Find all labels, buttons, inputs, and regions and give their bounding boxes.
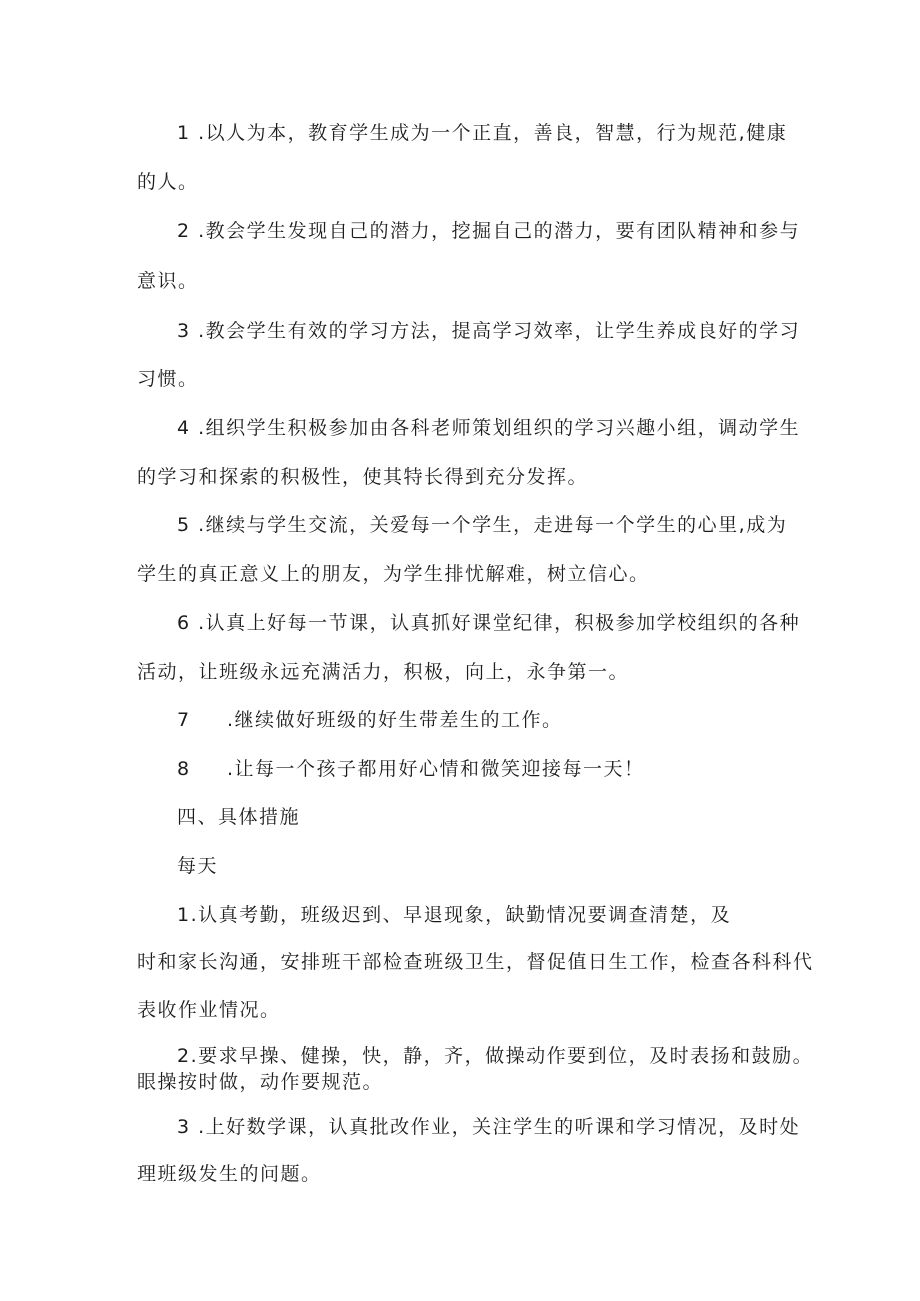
item-6-line-2: 活动，让班级永远充满活力，积极，向上，永争第一。 (137, 661, 630, 683)
measure-2-line-2: 眼操按时做，动作要规范。 (137, 1071, 384, 1093)
measure-2-line-1: 2.要求早操、健操，快，静，齐，做操动作要到位，及时表扬和鼓励。 (177, 1045, 814, 1067)
item-7-text: .继续做好班级的好生带差生的工作。 (227, 709, 563, 731)
subheading: 每天 (177, 855, 219, 877)
item-1-line-2: 的人。 (137, 171, 199, 193)
item-4-line-2: 的学习和探索的积极性，使其特长得到充分发挥。 (137, 466, 589, 488)
item-8 (177, 757, 645, 781)
item-8-number: 8 (177, 758, 191, 780)
item-7 (177, 708, 563, 732)
measure-1-line-1: 1.认真考勤，班级迟到、早退现象，缺勤情况要调查清楚，及 (177, 904, 732, 926)
item-2-line-1: 2 .教会学生发现自己的潜力，挖掘自己的潜力，要有团队精神和参与 (177, 220, 801, 242)
item-7-number: 7 (177, 709, 191, 731)
item-1-line-1: 1 .以人为本，教育学生成为一个正直，善良，智慧，行为规范,健康 (177, 122, 788, 144)
item-3-line-1: 3 .教会学生有效的学习方法，提高学习效率，让学生养成良好的学习 (177, 320, 801, 342)
item-3-line-2: 习惯。 (137, 368, 199, 390)
measure-3-line-1: 3 .上好数学课，认真批改作业，关注学生的听课和学习情况，及时处 (177, 1116, 801, 1138)
measure-1-line-2: 时和家长沟通，安排班干部检查班级卫生，督促值日生工作，检查各科科代 (137, 951, 814, 973)
item-2-line-2: 意识。 (137, 270, 199, 292)
item-4-line-1: 4 .组织学生积极参加由各科老师策划组织的学习兴趣小组，调动学生 (177, 417, 801, 439)
item-6-line-1: 6 .认真上好每一节课，认真抓好课堂纪律，积极参加学校组织的各种 (177, 612, 801, 634)
measure-1-line-3: 表收作业情况。 (137, 999, 281, 1021)
item-5-line-2: 学生的真正意义上的朋友，为学生排忧解难，树立信心。 (137, 563, 650, 585)
item-8-text: .让每一个孩子都用好心情和微笑迎接每一天！ (227, 758, 645, 780)
item-5-line-1: 5 .继续与学生交流，关爱每一个学生，走进每一个学生的心里,成为 (177, 514, 788, 536)
section-heading: 四、具体措施 (177, 806, 301, 828)
measure-3-line-2: 理班级发生的问题。 (137, 1163, 322, 1185)
